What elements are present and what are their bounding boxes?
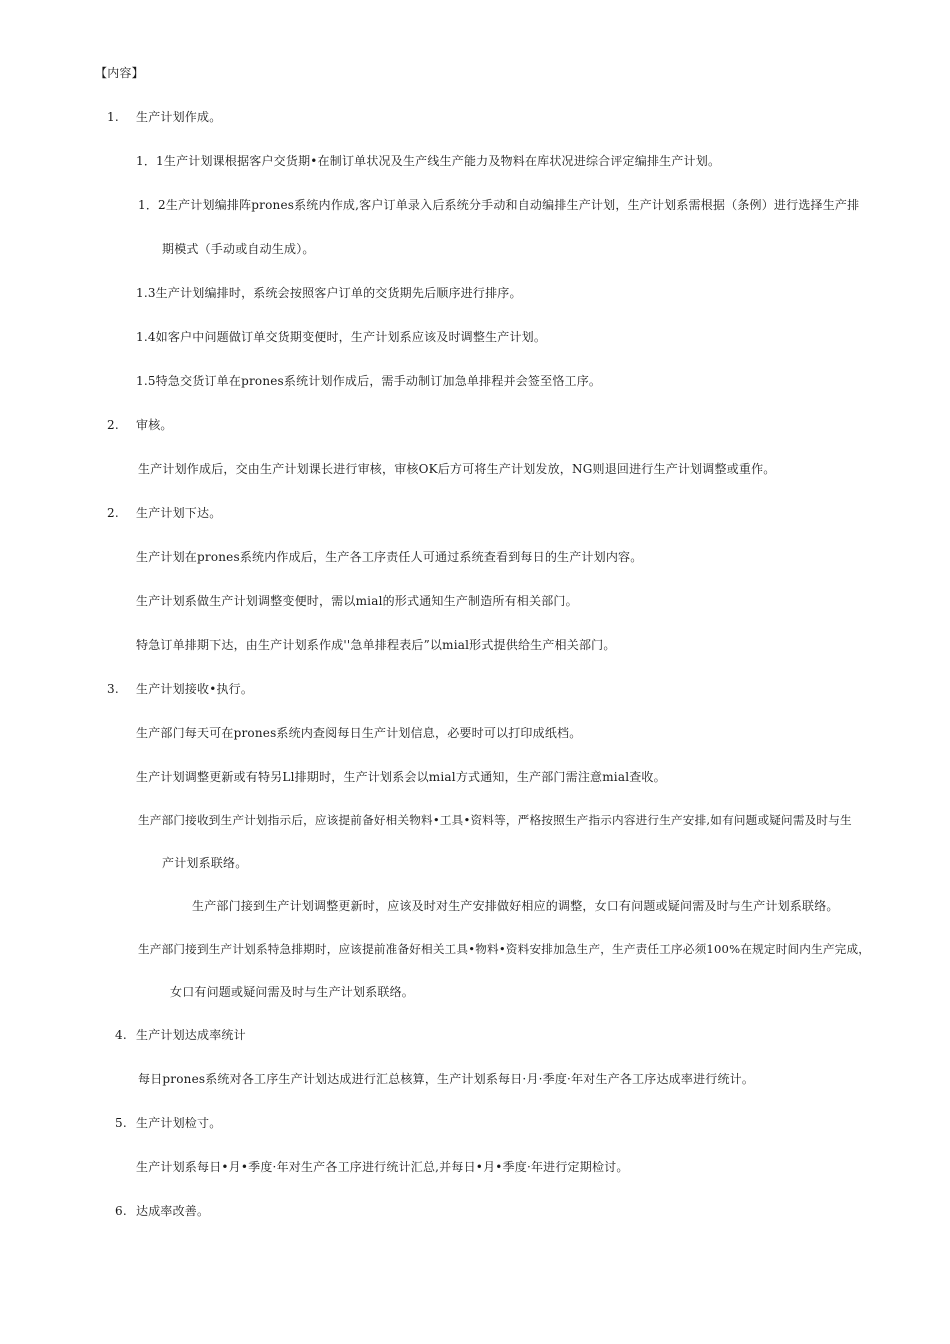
- heading-number: 5.: [115, 1116, 127, 1130]
- heading-text: 生产计划接收•执行。: [136, 682, 254, 696]
- heading-text: 生产计划检寸。: [136, 1116, 222, 1130]
- paragraph: 女口有问题或疑问需及时与生产计划系联络。: [170, 985, 415, 999]
- paragraph: 1．2生产计划编排阵prones系统内作成,客户订单录入后系统分手动和自动编排生产计划，生产计划系需根据（条例）进行选择生产排: [138, 198, 860, 212]
- heading-number: 6.: [115, 1204, 127, 1218]
- paragraph: 产计划系联络。: [162, 856, 248, 870]
- paragraph: 生产计划在prones系统内作成后，生产各工序责任人可通过系统查看到每日的生产计划内容。: [136, 550, 643, 564]
- paragraph: 1.3生产计划编排时，系统会按照客户订单的交货期先后顺序进行排序。: [136, 286, 522, 300]
- heading-4: [115, 1027, 246, 1043]
- paragraph: 特急订单排期下达，由生产计划系作成''急单排程表后”以mial形式提供给生产相关部门。: [136, 638, 616, 652]
- heading-text: 生产计划作成。: [136, 110, 222, 124]
- paragraph: 生产部门接收到生产计划指示后，应该提前备好相关物料•工具•资料等，严格按照生产指示内容进行生产安排,如有问题或疑问需及时与生: [138, 813, 852, 827]
- heading-6: [115, 1203, 209, 1219]
- heading-text: 生产计划下达。: [136, 506, 222, 520]
- paragraph: 生产计划系每日•月•季度·年对生产各工序进行统计汇总,并每日•月•季度·年进行定期检讨。: [136, 1160, 629, 1174]
- paragraph: 每日prones系统对各工序生产计划达成进行汇总核算，生产计划系每日·月·季度·年对生产各工序达成率进行统计。: [138, 1072, 755, 1086]
- heading-5: [115, 1115, 221, 1131]
- paragraph: 1.4如客户中问题做订单交货期变便时，生产计划系应该及时调整生产计划。: [136, 330, 547, 344]
- heading-3: [107, 681, 253, 697]
- paragraph: 生产部门每天可在prones系统内查阅每日生产计划信息，必要时可以打印成纸档。: [136, 726, 582, 740]
- heading-1: [107, 109, 221, 125]
- heading-number: 3.: [107, 682, 119, 696]
- paragraph: 生产部门接到生产计划调整更新时，应该及时对生产安排做好相应的调整，女口有问题或疑问需及时与生产计划系联络。: [192, 899, 839, 913]
- section-title: 【内容】: [95, 66, 144, 80]
- heading-text: 生产计划达成率统计: [136, 1028, 246, 1042]
- heading-number: 4.: [115, 1028, 127, 1042]
- heading-2b: [107, 505, 221, 521]
- heading-text: 达成率改善。: [136, 1204, 210, 1218]
- paragraph: 期模式（手动或自动生成）。: [162, 242, 315, 256]
- heading-2: [107, 417, 173, 433]
- paragraph: 1.5特急交货订单在prones系统计划作成后，需手动制订加急单排程并会签至恪工序。: [136, 374, 602, 388]
- paragraph: 生产部门接到生产计划系特急排期时，应该提前准备好相关工具•物料•资料安排加急生产，生产责任工序必须100%在规定时间内生产完成，: [138, 942, 871, 956]
- paragraph: 生产计划调整更新或有特另Ll排期时，生产计划系会以mial方式通知，生产部门需注意mial查收。: [136, 770, 666, 784]
- heading-number: 2.: [107, 418, 119, 432]
- heading-number: 1.: [107, 110, 119, 124]
- paragraph: 生产计划系做生产计划调整变便时，需以mial的形式通知生产制造所有相关部门。: [136, 594, 578, 608]
- paragraph: 1．1生产计划课根据客户交货期•在制订单状况及生产线生产能力及物料在库状况进综合评定编排生产计划。: [136, 154, 721, 168]
- heading-text: 审核。: [136, 418, 173, 432]
- paragraph: 生产计划作成后，交由生产计划课长进行审核，审核OK后方可将生产计划发放，NG则退回进行生产计划调整或重作。: [138, 462, 776, 476]
- heading-number: 2.: [107, 506, 119, 520]
